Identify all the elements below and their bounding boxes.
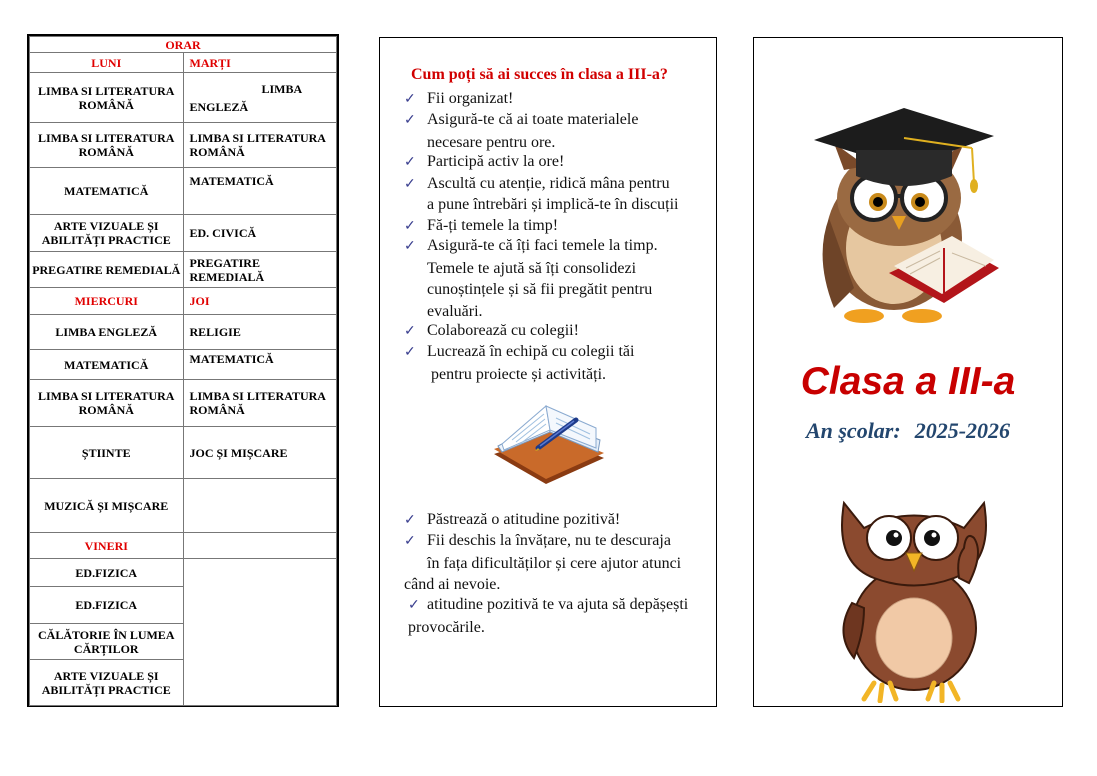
timetable-cell: MATEMATICĂ [183,168,337,215]
day-header-miercuri: MIERCURI [30,288,184,315]
tip-text: când ai nevoie. [404,576,501,593]
tip-text: cunoștințele și să fii pregătit pentru [427,281,653,298]
checkmark-icon: ✓ [404,219,416,234]
checkmark-icon: ✓ [404,239,416,254]
tip-item [404,530,681,596]
checkmark-icon: ✓ [404,345,416,360]
tip-text: Ascultă cu atenție, ridică mâna pentru [427,175,670,192]
owl-scholar-illustration [794,88,1009,328]
checkmark-icon: ✓ [404,177,416,192]
timetable-cell [183,479,337,533]
timetable-cell: LIMBA SI LITERATURA ROMÂNĂ [30,123,184,168]
day-header-joi: JOI [183,288,337,315]
timetable-cell-empty [183,533,337,559]
tip-text: a pune întrebări și implică-te în discuții [427,196,679,213]
tip-text: atitudine pozitivă te va ajuta să depășești [427,596,689,613]
tip-item [404,194,678,216]
timetable-table [29,36,337,706]
owl-thumbs-up-illustration [834,483,1004,703]
timetable-cell: LIMBA SI LITERATURA ROMÂNĂ [183,380,337,427]
tip-text: Păstrează o atitudine pozitivă! [427,511,621,528]
timetable-cell: ED.FIZICA [30,587,184,624]
checkmark-icon: ✓ [404,513,416,528]
timetable-cell-line: LIMBA [261,81,303,96]
timetable-cell-line: ENGLEZĂ [189,99,249,114]
tip-item [408,594,688,638]
timetable-cell: ȘTIINTE [30,427,184,479]
day-header-marti: MARȚI [183,53,337,73]
timetable-cell: LIMBA ENGLEZĂ [30,315,184,350]
tip-text: pentru proiecte și activități. [431,365,607,383]
tip-item [404,88,513,111]
tip-text: provocările. [408,618,485,636]
tip-text: Asigură-te că ai toate materialele [427,111,639,128]
tip-text: Participă activ la ore! [427,153,565,170]
checkmark-icon: ✓ [404,324,416,339]
timetable-panel [27,34,339,707]
tips-panel [379,37,717,707]
tips-title: Cum poți să ai succes în clasa a III-a? [411,66,668,83]
cover-title: Clasa a III-a [800,360,1016,403]
timetable-cell: MATEMATICĂ [30,168,184,215]
tip-text: Fii deschis la învățare, nu te descuraja [427,532,671,549]
day-header-luni: LUNI [30,53,184,73]
timetable-cell: LIMBA SI LITERATURA ROMÂNĂ [30,73,184,123]
tip-text: Fii organizat! [427,90,514,107]
tip-text: necesare pentru ore. [427,133,556,151]
checkmark-icon: ✓ [404,92,416,107]
tip-text: Asigură-te că îți faci temele la timp. [427,237,658,254]
timetable-cell: PREGATIRE REMEDIALĂ [183,252,337,288]
timetable-title: ORAR [30,37,337,53]
timetable-cell: MATEMATICĂ [30,350,184,380]
school-year-value: 2025-2026 [914,418,1011,443]
tip-item [404,341,634,385]
checkmark-icon: ✓ [408,598,420,613]
timetable-cell: MATEMATICĂ [183,350,337,380]
tip-item [404,235,658,322]
cover-panel [753,37,1063,707]
timetable-cell: CĂLĂTORIE ÎN LUMEA CĂRȚILOR [30,624,184,660]
tip-item [404,151,564,174]
tip-text: Temele te ajută să îți consolidezi [427,259,637,277]
checkmark-icon: ✓ [404,155,416,170]
day-header-vineri: VINERI [30,533,184,559]
tip-text: evaluări. [427,302,483,320]
tip-text: în fața dificultăților și cere ajutor atunci [427,554,682,572]
checkmark-icon: ✓ [404,113,416,128]
tip-text: Fă-ți temele la timp! [427,217,559,234]
tip-item [404,109,638,153]
notebook-pen-illustration [488,396,608,491]
tip-item [404,320,579,343]
timetable-cell: RELIGIE [183,315,337,350]
timetable-cell: ARTE VIZUALE ȘI ABILITĂȚI PRACTICE [30,215,184,252]
timetable-cell: MUZICĂ ȘI MIȘCARE [30,479,184,533]
tip-text: Lucrează în echipă cu colegii tăi [427,343,635,360]
timetable-cell-empty [183,559,337,706]
timetable-cell: LIMBA SI LITERATURA ROMÂNĂ [183,123,337,168]
school-year-label: An şcolar: [805,418,901,443]
tip-text: Colaborează cu colegii! [427,322,579,339]
timetable-cell [183,73,337,123]
checkmark-icon: ✓ [404,534,416,549]
timetable-cell: PREGATIRE REMEDIALĂ [30,252,184,288]
timetable-cell: ARTE VIZUALE ȘI ABILITĂȚI PRACTICE [30,660,184,706]
tip-item [404,509,620,532]
timetable-cell: ED.FIZICA [30,559,184,587]
timetable-cell: JOC ȘI MIȘCARE [183,427,337,479]
timetable-cell: ED. CIVICĂ [183,215,337,252]
timetable-cell: LIMBA SI LITERATURA ROMÂNĂ [30,380,184,427]
school-year [754,418,1062,444]
